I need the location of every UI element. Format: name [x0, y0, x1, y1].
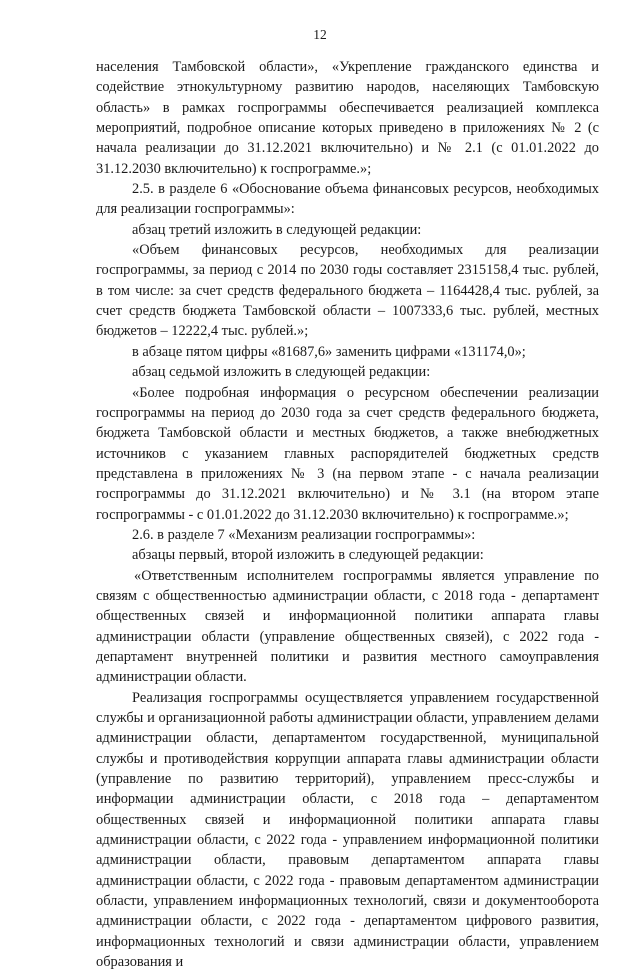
paragraph-item-2-5: 2.5. в разделе 6 «Обоснование объема финансовых ресурсов, необходимых для реализации госпрограммы»:: [96, 181, 599, 218]
page-number: 12: [313, 27, 327, 42]
paragraph-fifth-abzac: в абзаце пятом цифры «81687,6» заменить цифрами «131174,0»;: [132, 343, 526, 360]
paragraph-first-second-abzac: абзацы первый, второй изложить в следующей редакции:: [132, 547, 484, 564]
paragraph-responsible-executor: «Ответственным исполнителем госпрограммы является управление по связям с общественностью администрации области, с 2018 года - департамент общественных связей и информационной политики аппарата главы администрации области (управление общественных связей), с 2022 года - департамент внутренней политики и развития местного самоуправления администрации области.: [96, 567, 599, 686]
paragraph-third-abzac: абзац третий изложить в следующей редакции:: [132, 221, 422, 238]
paragraph-continuation: населения Тамбовской области», «Укрепление гражданского единства и содействие этнокультурному развитию народов, населяющих Тамбовскую область» в рамках госпрограммы обеспечивается реализацией комплекса мероприятий, подробное описание которых приведено в приложениях № 2 (с начала реализации до 31.12.2021 включительно) и № 2.1 (с 01.01.2022 до 31.12.2030 включительно) к госпрограмме.»;: [96, 59, 599, 177]
document-body: [96, 57, 599, 972]
paragraph-resource-info: «Более подробная информация о ресурсном обеспечении реализации госпрограммы на период до 2030 года за счет средств федерального бюджета, бюджета Тамбовской области и местных бюджетов, а также внебюджетных источников с указанием главных распорядителей бюджетных средств представлена в приложениях № 3 (на первом этапе - с начала реализации госпрограммы до 31.12.2021 включительно) и № 3.1 (на втором этапе госпрограммы - с 01.01.2022 до 31.12.2030 включительно) к госпрограмме.»;: [96, 384, 599, 523]
paragraph-item-2-6: 2.6. в разделе 7 «Механизм реализации госпрограммы»:: [132, 526, 476, 543]
paragraph-financing-volume: «Объем финансовых ресурсов, необходимых для реализации госпрограммы, за период с 2014 по 2030 годы составляет 2315158,4 тыс. рублей, в том числе: за счет средств федерального бюджета – 1164428,4 тыс. рублей, за счет средств бюджета Тамбовской области – 1007333,6 тыс. рублей, местных бюджетов – 12222,4 тыс. рублей.»;: [96, 242, 599, 340]
paragraph-seventh-abzac: абзац седьмой изложить в следующей редакции:: [132, 364, 431, 381]
paragraph-implementation: Реализация госпрограммы осуществляется управлением государственной службы и организационной работы администрации области, управлением делами администрации области, департаментом государственной, муниципальной службы и противодействия коррупции аппарата главы администрации области (управление по развитию территорий), управлением пресс-службы и информации администрации области, с 2018 года – департаментом общественных связей и информационной политики аппарата главы администрации области, с 2022 года - управлением информационной политики администрации области, правовым департаментом аппарата главы администрации области, с 2022 года - правовым департаментом администрации области, управлением информационных технологий, связи и документооборота администрации области, с 2022 года - департаментом цифрового развития, информационных технологий и связи администрации области, управлением образования и: [96, 689, 599, 971]
